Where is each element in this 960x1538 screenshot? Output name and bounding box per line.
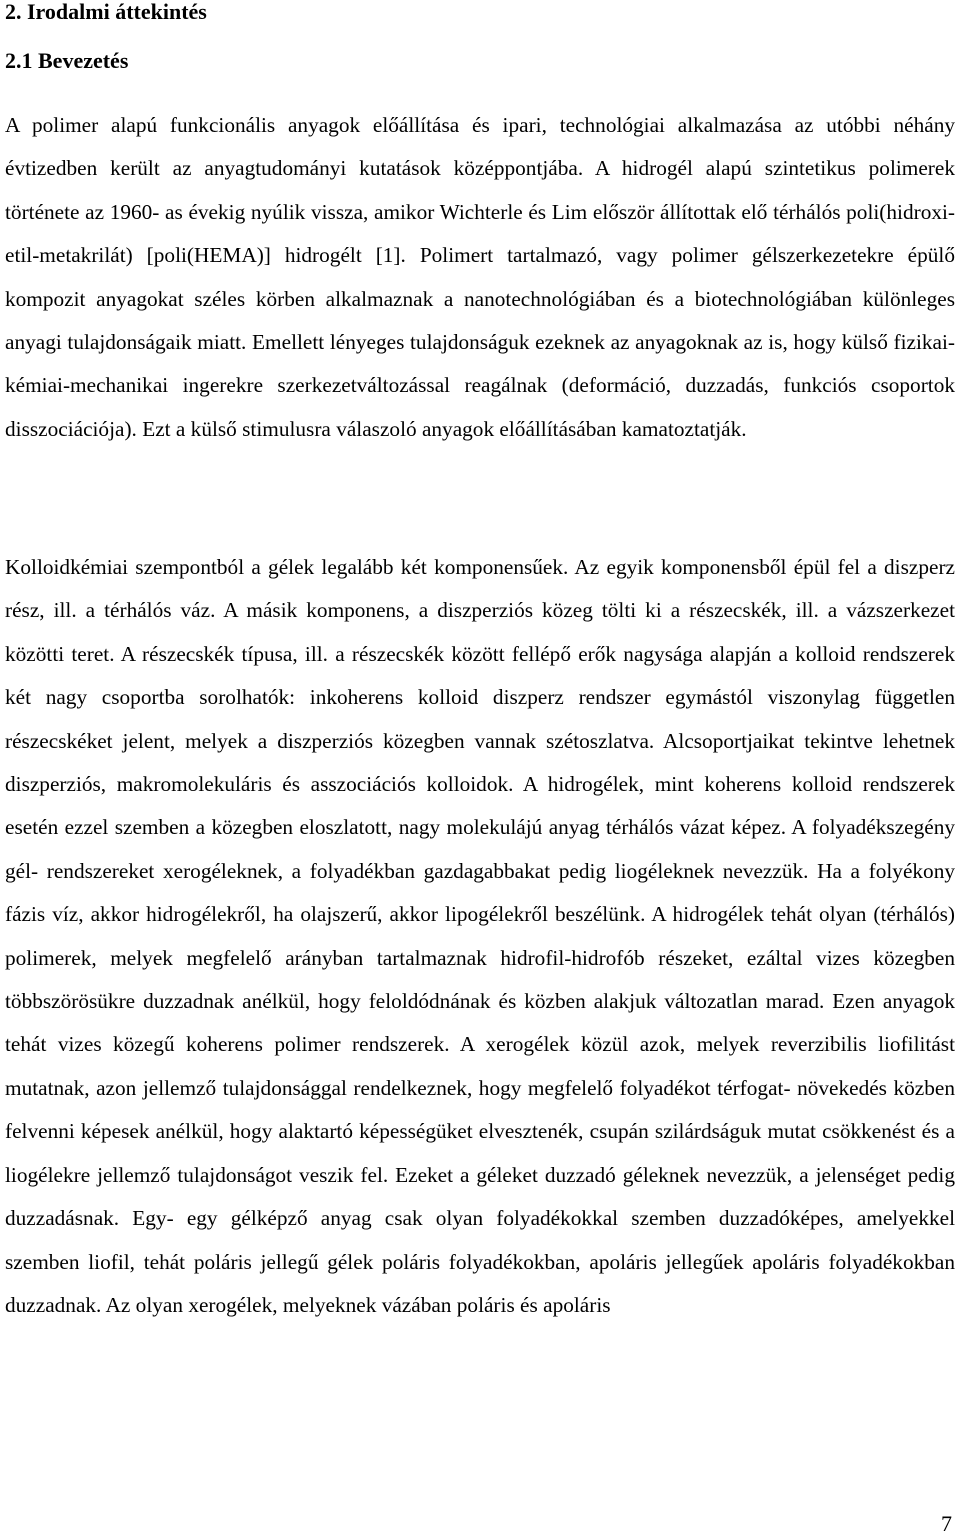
page-number: 7 bbox=[941, 1511, 952, 1536]
paragraph-introduction: A polimer alapú funkcionális anyagok előállítása és ipari, technológiai alkalmazása az utóbbi néhány évtizedben került az anyagtudományi kutatások középpontjába. A hidrogél alapú szintetikus polimerek története az 1960- as évekig nyúlik vissza, amikor Wichterle és Lim először állítottak elő térhálós poli(hidroxi-etil-metakrilát) [poli(HEMA)] hidrogélt [1]. Polimert tartalmazó, vagy polimer gélszerkezetekre épülő kompozit anyagokat széles körben alkalmaznak a nanotechnológiában és a biotechnológiában különleges anyagi tulajdonságaik miatt. Emellett lényeges tulajdonságuk ezeknek az anyagoknak az is, hogy külső fizikai-kémiai-mechanikai ingerekre szerkezetváltozással reagálnak (deformáció, duzzadás, funkciós csoportok disszociációja). Ezt a külső stimulusra válaszoló anyagok előállításában kamatoztatják. bbox=[5, 113, 955, 441]
chapter-heading: 2. Irodalmi áttekintés bbox=[5, 0, 207, 24]
paragraph-colloid-chemistry: Kolloidkémiai szempontból a gélek legalább két komponensűek. Az egyik komponensből épül fel a diszperz rész, ill. a térhálós váz. A másik komponens, a diszperziós közeg tölti ki a részecskék, ill. a vázszerkezet közötti teret. A részecskék típusa, ill. a részecskék között fellépő erők nagysága alapján a kolloid rendszerek két nagy csoportba sorolhatók: inkoherens kolloid diszperz rendszer egymástól viszonylag független részecskéket jelent, melyek a diszperziós közegben vannak szétoszlatva. Alcsoportjaikat tekintve lehetnek diszperziós, makromolekuláris és asszociációs kolloidok. A hidrogélek, mint koherens kolloid rendszerek esetén ezzel szemben a közegben eloszlatott, nagy molekulájú anyag térhálós vázat képez. A folyadékszegény gél- rendszereket xerogéleknek, a folyadékban gazdagabbakat pedig liogéleknek nevezzük. Ha a folyékony fázis víz, akkor hidrogélekről, ha olajszerű, akkor lipogélekről beszélünk. A hidrogélek tehát olyan (térhálós) polimerek, melyek megfelelő arányban tartalmaznak hidrofil-hidrofób részeket, ezáltal vizes közegben többszörösükre duzzadnak anélkül, hogy feloldódnának és közben alakjuk változatlan marad. Ezen anyagok tehát vizes közegű koherens polimer rendszerek. A xerogélek közül azok, melyek reverzibilis liofilitást mutatnak, azon jellemző tulajdonsággal rendelkeznek, hogy megfelelő folyadékot térfogat- növekedés közben felvenni képesek anélkül, hogy alaktartó képességüket elvesztenék, csupán szilárdságuk mutat csökkenést és a liogélekre jellemző tulajdonságot veszik fel. Ezeket a géleket duzzadó géleknek nevezzük, a jelenséget pedig duzzadásnak. Egy- egy gélképző anyag csak olyan folyadékokkal szemben duzzadóképes, amelyekkel szemben liofil, tehát poláris jellegű gélek poláris folyadékokban, apoláris jellegűek apoláris folyadékokban duzzadnak. Az olyan xerogélek, melyeknek vázában poláris és apoláris bbox=[5, 555, 955, 1317]
section-heading: 2.1 Bevezetés bbox=[5, 48, 129, 73]
